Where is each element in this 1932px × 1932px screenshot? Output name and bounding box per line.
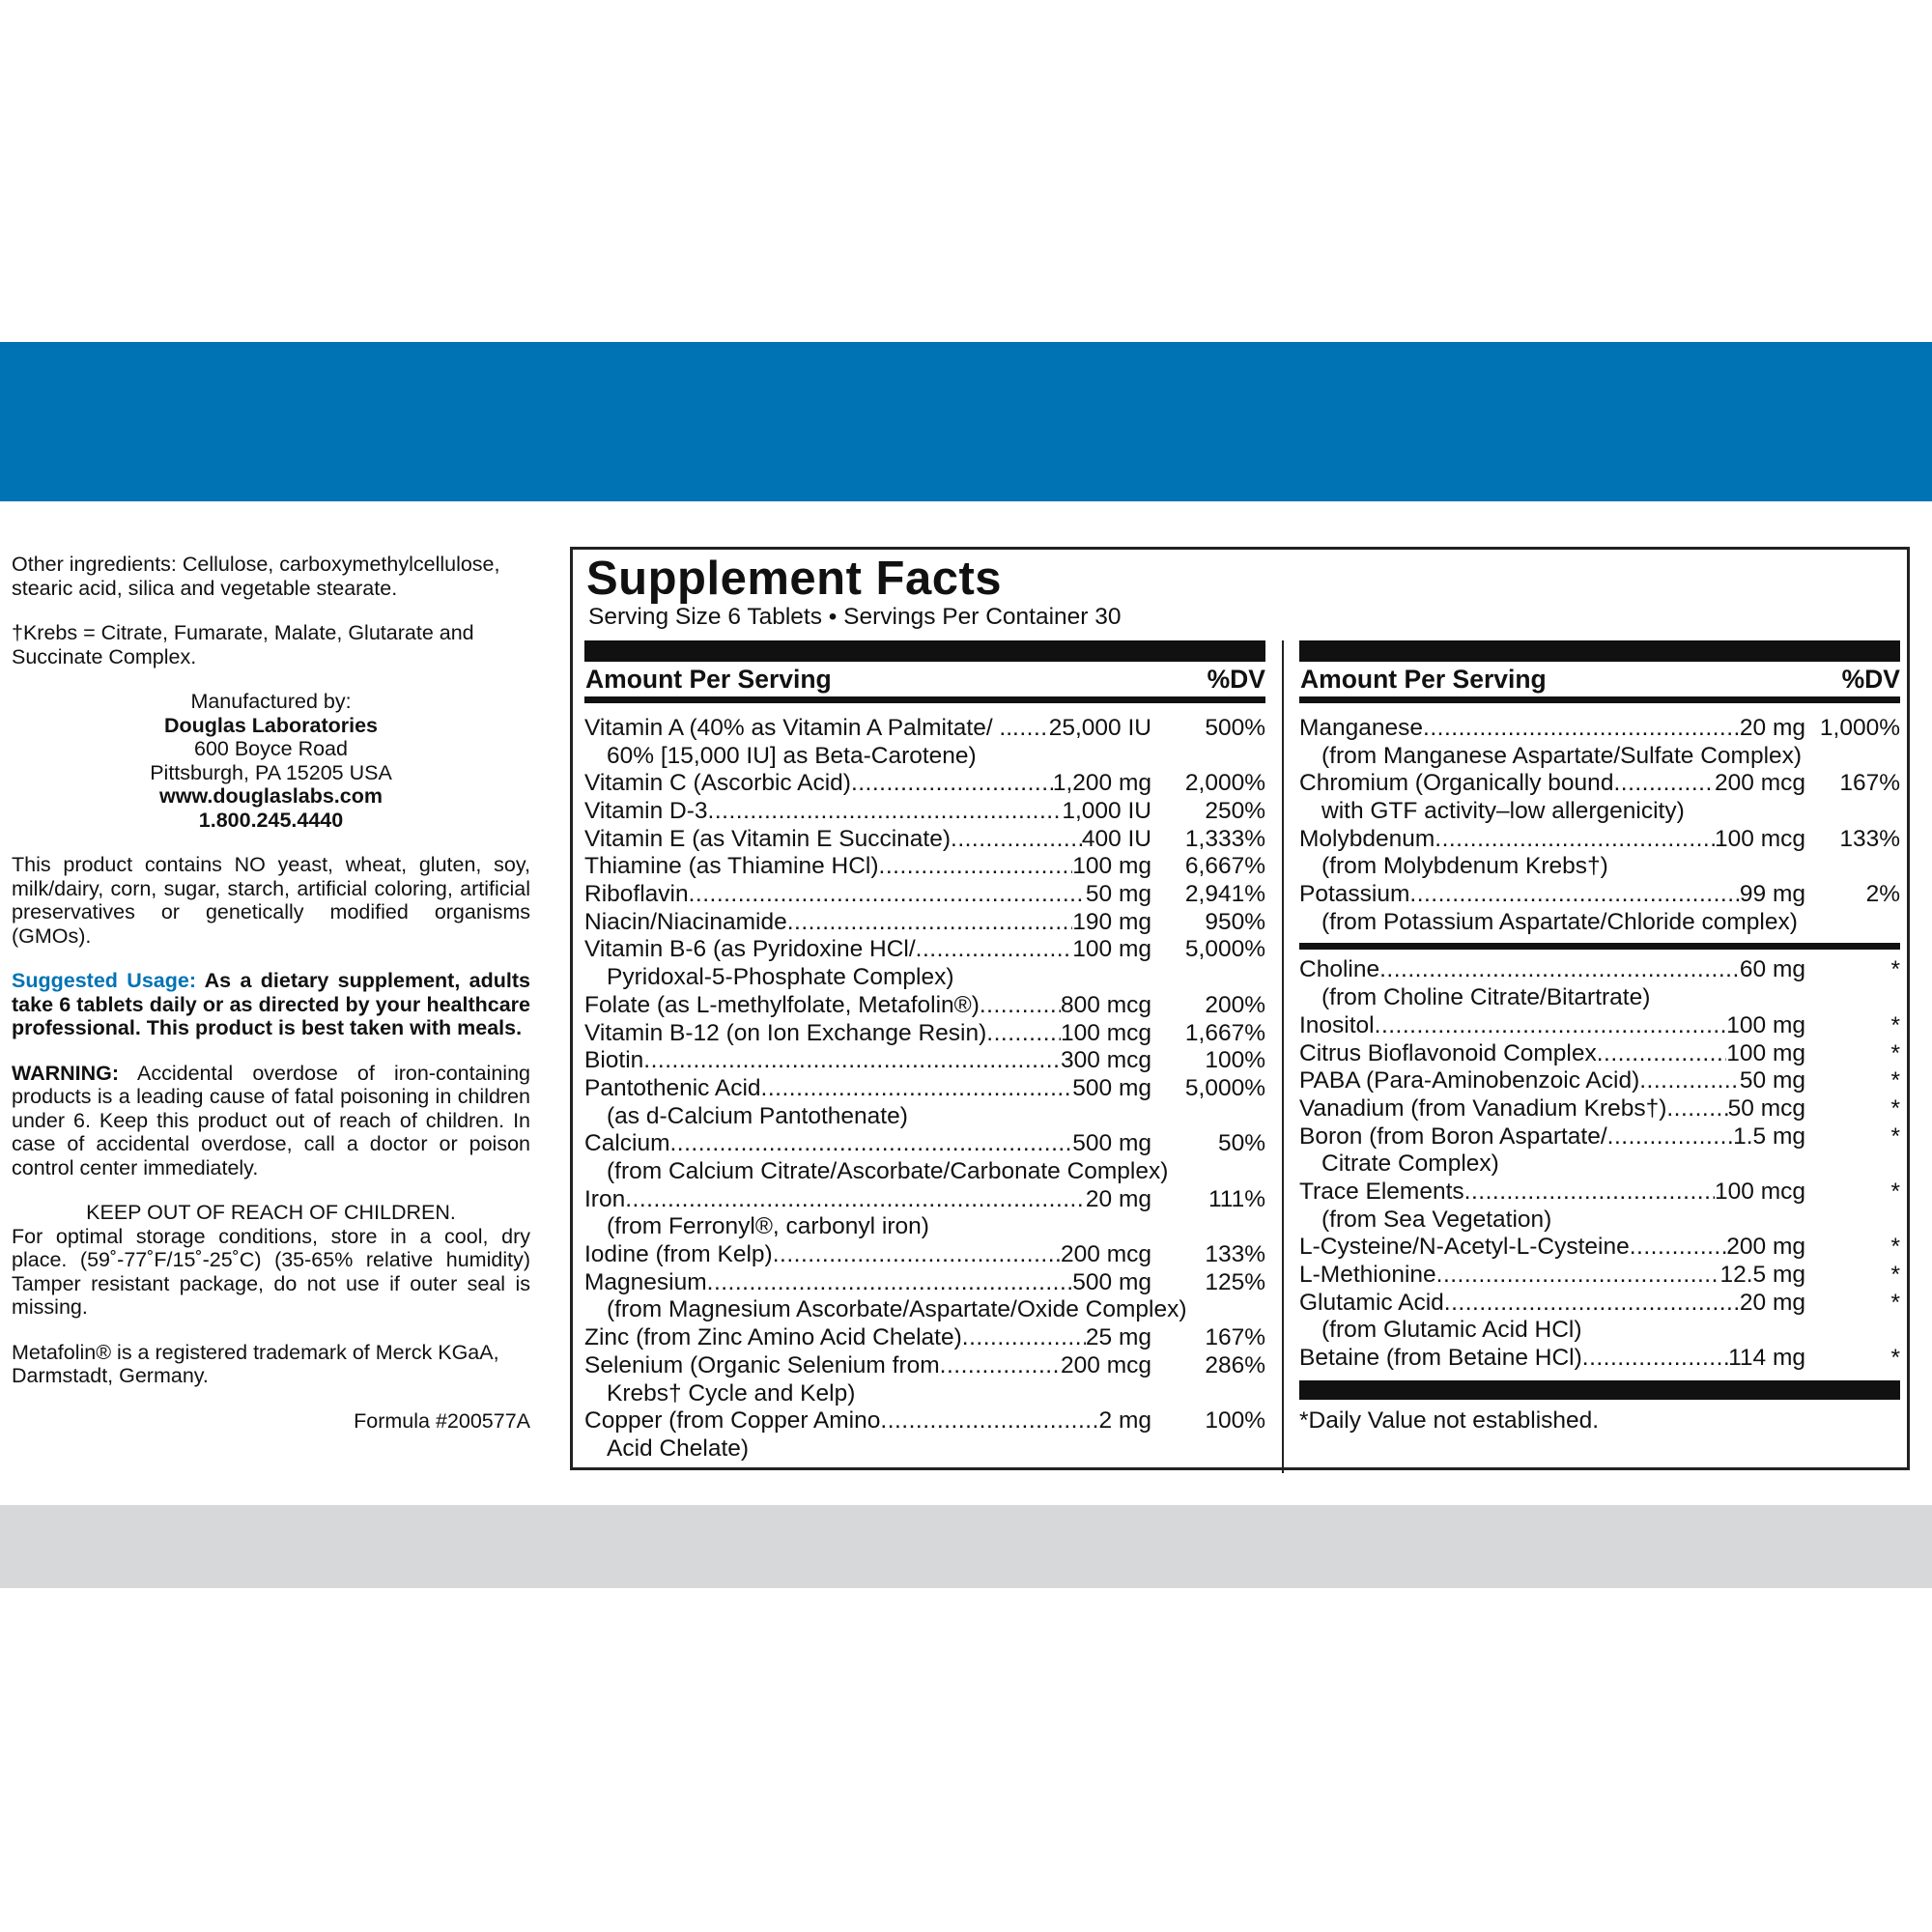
nutrient-amount: 50 mg: [1085, 881, 1151, 908]
nutrient-row: [1299, 1179, 1900, 1207]
nutrient-amount: 400 IU: [1081, 825, 1151, 852]
leader-dots: [940, 1352, 1061, 1380]
nutrient-dv: *: [1890, 1262, 1900, 1289]
nutrient-amount: 200 mcg: [1061, 1351, 1151, 1378]
nutrient-dv: 500%: [1205, 714, 1265, 741]
leader-dots: [1435, 826, 1715, 854]
nutrient-dv: 2%: [1865, 881, 1900, 908]
nutrient-amount: 20 mg: [1739, 1289, 1805, 1316]
nutrient-row: [584, 1047, 1265, 1075]
manufacturer-block: [12, 690, 530, 832]
nutrient-amount: 800 mcg: [1061, 991, 1151, 1018]
amount-header: Amount Per Serving: [1300, 665, 1547, 694]
leader-dots: [1012, 715, 1049, 743]
nutrient-name: Vitamin A (40% as Vitamin A Palmitate/ ..: [584, 714, 1013, 741]
nutrient-row: [584, 1020, 1265, 1048]
nutrient-name: L-Methionine: [1299, 1262, 1436, 1289]
nutrient-row: [1299, 1345, 1900, 1373]
manufactured-by: Manufactured by:: [190, 690, 352, 713]
leader-dots: [1423, 715, 1740, 743]
nutrient-name: Boron (from Boron Aspartate/: [1299, 1122, 1607, 1150]
nutrient-row: [1299, 957, 1900, 985]
nutrient-name: Glutamic Acid: [1299, 1289, 1444, 1316]
nutrient-amount: 25 mg: [1085, 1324, 1151, 1351]
nutrient-source: (from Ferronyl®, carbonyl iron): [607, 1213, 929, 1240]
nutrient-list: [1299, 957, 1900, 1373]
nutrient-name: Copper (from Copper Amino: [584, 1407, 881, 1435]
leader-dots: [761, 1075, 1073, 1103]
nutrient-name: Zinc (from Zinc Amino Acid Chelate): [584, 1324, 962, 1351]
nutrient-row: [584, 715, 1265, 743]
leader-dots: [1639, 1067, 1740, 1095]
nutrient-name: Vanadium (from Vanadium Krebs†): [1299, 1094, 1667, 1122]
nutrient-amount: 114 mg: [1728, 1345, 1805, 1372]
nutrient-amount: 20 mg: [1739, 714, 1805, 741]
column-header: [1299, 662, 1900, 696]
bottom-grey-band: [0, 1505, 1932, 1588]
nutrient-row: [584, 881, 1265, 909]
nutrient-source: (from Manganese Aspartate/Sulfate Complex): [1321, 742, 1803, 769]
nutrient-dv: 2,941%: [1184, 881, 1265, 908]
nutrient-row: [1299, 1290, 1900, 1318]
label-left-column: [12, 553, 530, 1433]
dv-header: %DV: [1841, 665, 1900, 694]
nutrient-dv: 167%: [1839, 770, 1900, 797]
nutrient-amount: 1.5 mg: [1733, 1122, 1805, 1150]
nutrient-amount: 50 mcg: [1727, 1094, 1805, 1122]
nutrient-row: [1299, 1012, 1900, 1040]
nutrient-dv: 5,000%: [1184, 1074, 1265, 1101]
facts-right-column: [1299, 640, 1900, 1435]
nutrient-amount: 200 mcg: [1061, 1241, 1151, 1268]
nutrient-name: Chromium (Organically bound: [1299, 770, 1614, 797]
address-line-2: Pittsburgh, PA 15205 USA: [150, 760, 392, 784]
nutrient-amount: 500 mg: [1072, 1074, 1151, 1101]
nutrient-row: [584, 1352, 1265, 1380]
nutrient-source: Citrate Complex): [1321, 1151, 1499, 1178]
nutrient-dv: 1,667%: [1184, 1019, 1265, 1046]
dagger-mark: †: [12, 621, 23, 644]
nutrient-dv: *: [1890, 1345, 1900, 1372]
nutrient-dv: 2,000%: [1184, 770, 1265, 797]
facts-left-column: [584, 640, 1265, 1463]
leader-dots: [1464, 1179, 1715, 1207]
phone: 1.800.245.4440: [198, 808, 344, 832]
nutrient-amount: 1,000 IU: [1062, 798, 1151, 825]
formula-number: Formula #200577A: [354, 1408, 530, 1433]
nutrient-dv: *: [1890, 956, 1900, 983]
suggested-usage-label: Suggested Usage:: [12, 969, 196, 992]
nutrient-amount: 100 mcg: [1715, 1178, 1805, 1205]
nutrient-row: [584, 1075, 1265, 1103]
nutrient-row: [584, 1324, 1265, 1352]
leader-dots: [1375, 1012, 1727, 1040]
leader-dots: [1666, 1095, 1727, 1123]
leader-dots: [1444, 1290, 1740, 1318]
nutrient-source: (from Molybdenum Krebs†): [1321, 853, 1608, 880]
nutrient-row: [584, 937, 1265, 965]
nutrient-dv: 950%: [1205, 908, 1265, 935]
nutrient-amount: 12.5 mg: [1719, 1262, 1805, 1289]
nutrient-source: Pyridoxal-5-Phosphate Complex): [607, 964, 954, 991]
nutrient-amount: 100 mcg: [1715, 825, 1805, 852]
address-line-1: 600 Boyce Road: [194, 737, 348, 760]
nutrient-name: PABA (Para-Aminobenzoic Acid): [1299, 1067, 1640, 1094]
nutrient-row: [584, 1130, 1265, 1158]
dv-header: %DV: [1207, 665, 1265, 694]
nutrient-name: Thiamine (as Thiamine HCl): [584, 853, 879, 880]
leader-dots: [625, 1186, 1086, 1214]
leader-dots: [1597, 1040, 1727, 1068]
serving-info: Serving Size 6 Tablets • Servings Per Container 30: [588, 604, 1122, 630]
storage-notice: For optimal storage conditions, store in a cool, dry place. (59˚-77˚F/15˚-25˚C) (35-65% relative humidity) Tamper resistant package, do not use if outer seal is missing.: [12, 1224, 530, 1319]
header-bar: [584, 640, 1265, 662]
leader-dots: [1379, 956, 1740, 984]
leader-dots: [879, 853, 1073, 881]
footnote: *Daily Value not established.: [1299, 1406, 1600, 1434]
nutrient-row: [1299, 1040, 1900, 1068]
header-rule: [584, 696, 1265, 703]
nutrient-amount: 200 mcg: [1715, 770, 1805, 797]
nutrient-name: Selenium (Organic Selenium from: [584, 1351, 940, 1378]
nutrient-name: Magnesium: [584, 1268, 707, 1295]
leader-dots: [980, 992, 1061, 1020]
leader-dots: [1607, 1123, 1733, 1151]
nutrient-row: [1299, 826, 1900, 854]
nutrient-row: [584, 1407, 1265, 1435]
nutrient-source: (from Sea Vegetation): [1321, 1206, 1552, 1233]
nutrient-amount: 200 mg: [1726, 1234, 1805, 1261]
leader-dots: [916, 936, 1073, 964]
leader-dots: [689, 881, 1086, 909]
nutrient-name: Inositol: [1299, 1011, 1375, 1038]
nutrient-row: [1299, 1234, 1900, 1262]
nutrient-dv: *: [1890, 1289, 1900, 1316]
leader-dots: [962, 1324, 1086, 1352]
column-divider: [1282, 640, 1284, 1473]
nutrient-amount: 50 mg: [1739, 1067, 1805, 1094]
nutrient-name: Citrus Bioflavonoid Complex: [1299, 1039, 1597, 1066]
leader-dots: [1582, 1345, 1728, 1373]
nutrient-name: Riboflavin: [584, 881, 689, 908]
nutrient-amount: 1,200 mg: [1052, 770, 1151, 797]
nutrient-row: [1299, 1095, 1900, 1123]
nutrient-dv: *: [1890, 1039, 1900, 1066]
nutrient-dv: 1,000%: [1819, 714, 1900, 741]
nutrient-source: (from Potassium Aspartate/Chloride complex): [1321, 908, 1798, 935]
nutrient-dv: 133%: [1205, 1241, 1265, 1268]
leader-dots: [1436, 1262, 1720, 1290]
allergen-statement: This product contains NO yeast, wheat, gluten, soy, milk/dairy, corn, sugar, starch, artificial coloring, artificial preservatives or genetically modified organisms (GMOs).: [12, 853, 530, 948]
leader-dots: [1630, 1234, 1727, 1262]
other-ingredients: Other ingredients: Cellulose, carboxymethylcellulose, stearic acid, silica and vegetable stearate.: [12, 553, 500, 600]
nutrient-amount: 25,000 IU: [1048, 714, 1151, 741]
nutrient-name: Vitamin C (Ascorbic Acid): [584, 770, 851, 797]
nutrient-row: [584, 826, 1265, 854]
nutrient-row: [1299, 1067, 1900, 1095]
top-blue-band: [0, 342, 1932, 501]
nutrient-list: [584, 715, 1265, 1463]
nutrient-name: Vitamin B-12 (on Ion Exchange Resin): [584, 1019, 987, 1046]
nutrient-dv: *: [1890, 1122, 1900, 1150]
nutrient-amount: 300 mcg: [1061, 1047, 1151, 1074]
leader-dots: [643, 1047, 1061, 1075]
leader-dots: [773, 1241, 1061, 1269]
nutrient-name: Betaine (from Betaine HCl): [1299, 1345, 1582, 1372]
amount-header: Amount Per Serving: [585, 665, 832, 694]
header-bar: [1299, 640, 1900, 662]
leader-dots: [708, 798, 1063, 826]
nutrient-name: Molybdenum: [1299, 825, 1435, 852]
nutrient-source: Krebs† Cycle and Kelp): [607, 1379, 856, 1406]
nutrient-dv: *: [1890, 1178, 1900, 1205]
nutrient-row: [584, 770, 1265, 798]
nutrient-amount: 99 mg: [1739, 881, 1805, 908]
leader-dots: [880, 1407, 1098, 1435]
nutrient-name: Vitamin D-3: [584, 798, 708, 825]
nutrient-dv: *: [1890, 1094, 1900, 1122]
nutrient-dv: 111%: [1208, 1185, 1265, 1212]
nutrient-amount: 2 mg: [1098, 1407, 1151, 1435]
nutrient-dv: 250%: [1205, 798, 1265, 825]
nutrient-dv: 6,667%: [1184, 853, 1265, 880]
nutrient-amount: 500 mg: [1072, 1130, 1151, 1157]
nutrient-name: Iodine (from Kelp): [584, 1241, 773, 1268]
nutrient-row: [1299, 1262, 1900, 1290]
leader-dots: [1409, 881, 1740, 909]
nutrient-name: Manganese: [1299, 714, 1424, 741]
krebs-note: [12, 621, 530, 668]
nutrient-name: L-Cysteine/N-Acetyl-L-Cysteine: [1299, 1234, 1630, 1261]
nutrient-row: [584, 992, 1265, 1020]
nutrient-name: Folate (as L-methylfolate, Metafolin®): [584, 991, 980, 1018]
nutrient-row: [1299, 1123, 1900, 1151]
nutrient-amount: 190 mg: [1072, 908, 1151, 935]
nutrient-source: (from Calcium Citrate/Ascorbate/Carbonate Complex): [607, 1158, 1169, 1184]
nutrient-source: 60% [15,000 IU] as Beta-Carotene): [607, 742, 977, 769]
nutrient-source: (from Choline Citrate/Bitartrate): [1321, 984, 1651, 1011]
nutrient-dv: 200%: [1205, 991, 1265, 1018]
nutrient-dv: 133%: [1839, 825, 1900, 852]
nutrient-row: [584, 909, 1265, 937]
nutrient-name: Iron: [584, 1185, 626, 1212]
nutrient-name: Vitamin B-6 (as Pyridoxine HCl/: [584, 936, 916, 963]
nutrient-source: Acid Chelate): [607, 1435, 750, 1462]
nutrient-row: [584, 853, 1265, 881]
leader-dots: [851, 770, 1053, 798]
nutrient-row: [1299, 770, 1900, 798]
nutrient-amount: 500 mg: [1072, 1268, 1151, 1295]
trademark-notice: Metafolin® is a registered trademark of Merck KGaA, Darmstadt, Germany.: [12, 1340, 499, 1387]
nutrient-row: [584, 798, 1265, 826]
header-rule: [1299, 696, 1900, 703]
nutrient-dv: 50%: [1217, 1130, 1265, 1157]
nutrient-name: Potassium: [1299, 881, 1410, 908]
nutrient-dv: *: [1890, 1011, 1900, 1038]
footer-bar: [1299, 1380, 1900, 1400]
nutrient-name: Choline: [1299, 956, 1380, 983]
nutrient-row: [584, 1269, 1265, 1297]
nutrient-dv: 286%: [1205, 1351, 1265, 1378]
suggested-usage-text: As a dietary supplement, adults take 6 tablets daily or as directed by your healthcare professional. This product is best taken with meals.: [12, 969, 530, 1039]
nutrient-name: Biotin: [584, 1047, 644, 1074]
nutrient-name: Calcium: [584, 1130, 670, 1157]
nutrient-amount: 100 mg: [1072, 936, 1151, 963]
nutrient-name: Trace Elements: [1299, 1178, 1464, 1205]
nutrient-amount: 100 mg: [1726, 1039, 1805, 1066]
nutrient-amount: 100 mg: [1726, 1011, 1805, 1038]
column-header: [584, 662, 1265, 696]
nutrient-amount: 20 mg: [1085, 1185, 1151, 1212]
nutrient-name: Vitamin E (as Vitamin E Succinate): [584, 825, 952, 852]
leader-dots: [707, 1269, 1073, 1297]
nutrient-row: [1299, 881, 1900, 909]
nutrient-dv: 5,000%: [1184, 936, 1265, 963]
suggested-usage: [12, 969, 530, 1040]
keep-out-notice: KEEP OUT OF REACH OF CHILDREN.: [86, 1201, 456, 1224]
nutrient-dv: 100%: [1205, 1047, 1265, 1074]
nutrient-source: (from Glutamic Acid HCl): [1321, 1317, 1582, 1344]
warning-text: Accidental overdose of iron-containing products is a leading cause of fatal poisoning in children under 6. Keep this product out of reach of children. In case of accidental overdose, call a doctor or poison control center immediately.: [12, 1061, 530, 1179]
website: www.douglaslabs.com: [159, 784, 383, 808]
nutrient-source: (as d-Calcium Pantothenate): [607, 1102, 908, 1129]
supplement-facts-panel: [570, 547, 1910, 1470]
nutrient-source: with GTF activity–low allergenicity): [1321, 798, 1685, 825]
nutrient-amount: 60 mg: [1739, 956, 1805, 983]
nutrient-name: Niacin/Niacinamide: [584, 908, 787, 935]
nutrient-dv: 100%: [1205, 1407, 1265, 1435]
section-rule: [1299, 943, 1900, 950]
leader-dots: [951, 826, 1082, 854]
nutrient-row: [584, 1186, 1265, 1214]
nutrient-row: [1299, 715, 1900, 743]
leader-dots: [1613, 770, 1715, 798]
company-name: Douglas Laboratories: [163, 713, 378, 737]
nutrient-dv: *: [1890, 1067, 1900, 1094]
nutrient-name: Pantothenic Acid: [584, 1074, 761, 1101]
nutrient-dv: *: [1890, 1234, 1900, 1261]
nutrient-dv: 1,333%: [1184, 825, 1265, 852]
nutrient-amount: 100 mg: [1072, 853, 1151, 880]
nutrient-dv: 167%: [1205, 1324, 1265, 1351]
nutrient-source: (from Magnesium Ascorbate/Aspartate/Oxide Complex): [607, 1296, 1187, 1323]
krebs-note-text: Krebs = Citrate, Fumarate, Malate, Glutarate and Succinate Complex.: [12, 621, 474, 668]
leader-dots: [787, 909, 1073, 937]
panel-title: Supplement Facts: [586, 553, 1003, 605]
leader-dots: [986, 1020, 1061, 1048]
warning: [12, 1062, 530, 1180]
nutrient-dv: 125%: [1205, 1268, 1265, 1295]
nutrient-row: [584, 1241, 1265, 1269]
nutrient-amount: 100 mcg: [1061, 1019, 1151, 1046]
nutrient-list: [1299, 715, 1900, 937]
leader-dots: [670, 1130, 1073, 1158]
warning-label: WARNING:: [12, 1061, 120, 1085]
